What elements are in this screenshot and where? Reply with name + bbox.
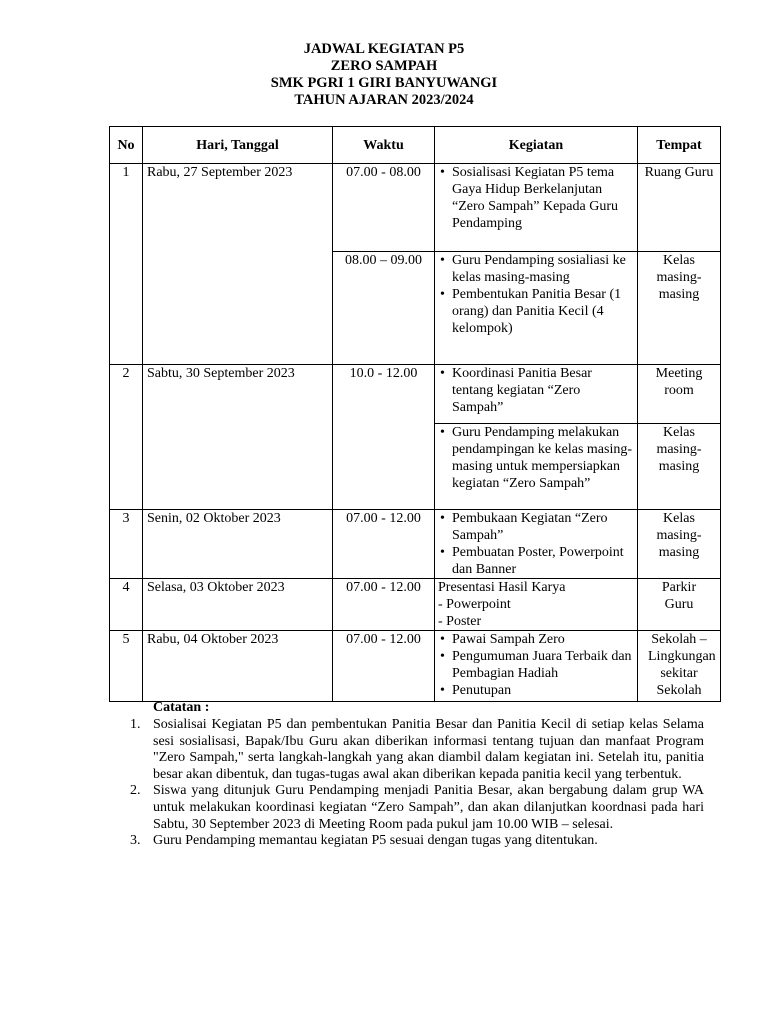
table-row: [110, 631, 721, 702]
row-number: 4: [110, 579, 143, 631]
row-time: 07.00 - 12.00: [333, 579, 435, 631]
notes-heading: Catatan :: [153, 700, 210, 715]
activity-line: - Powerpoint: [438, 597, 511, 612]
note-text: Guru Pendamping memantau kegiatan P5 sesuai dengan tugas yang ditentukan.: [153, 833, 598, 849]
col-header-no: No: [110, 127, 143, 164]
row-place: Kelas masing-masing: [638, 424, 721, 510]
row-number: 1: [110, 164, 143, 365]
row-time: 10.0 - 12.00: [333, 365, 435, 510]
doc-subtitle: ZERO SAMPAH: [330, 58, 438, 74]
row-activity: [435, 252, 638, 365]
activity-item: • Pawai Sampah Zero: [438, 631, 635, 648]
activity-line: - Poster: [438, 614, 482, 629]
row-activity: [435, 424, 638, 510]
note-number: 1.: [130, 717, 141, 732]
row-number: 3: [110, 510, 143, 579]
notes-list: [130, 717, 704, 850]
activity-item: • Pembukaan Kegiatan “Zero Sampah”: [438, 510, 635, 544]
row-activity: [435, 579, 638, 631]
activity-item: • Sosialisasi Kegiatan P5 tema Gaya Hidup Berkelanjutan “Zero Sampah” Kepada Guru Pendamping: [438, 164, 635, 232]
note-item: [130, 783, 704, 833]
row-number: 5: [110, 631, 143, 702]
doc-title: JADWAL KEGIATAN P5: [303, 41, 465, 57]
schedule-table: [109, 126, 721, 702]
school-name: SMK PGRI 1 GIRI BANYUWANGI: [270, 75, 498, 91]
col-header-date: Hari, Tanggal: [143, 127, 333, 164]
note-item: [130, 717, 704, 783]
col-header-activity: Kegiatan: [435, 127, 638, 164]
col-header-time: Waktu: [333, 127, 435, 164]
table-row: [110, 365, 721, 424]
activity-item: • Koordinasi Panitia Besar tentang kegiatan “Zero Sampah”: [438, 365, 635, 416]
note-number: 2.: [130, 783, 141, 799]
activity-line: Presentasi Hasil Karya: [438, 580, 566, 595]
row-date: Sabtu, 30 September 2023: [143, 365, 333, 510]
row-place: Kelas masing-masing: [638, 510, 721, 579]
activity-item: • Pengumuman Juara Terbaik dan Pembagian Hadiah: [438, 648, 635, 682]
row-place: Sekolah – Lingkungan sekitar Sekolah: [638, 631, 721, 702]
row-activity: [435, 164, 638, 252]
activity-item: • Pembuatan Poster, Powerpoint dan Banner: [438, 544, 635, 578]
row-date: Senin, 02 Oktober 2023: [143, 510, 333, 579]
row-time: 07.00 - 12.00: [333, 631, 435, 702]
row-place: Ruang Guru: [638, 164, 721, 252]
activity-item: • Guru Pendamping sosialiasi ke kelas masing-masing: [438, 252, 635, 286]
row-date: Rabu, 04 Oktober 2023: [143, 631, 333, 702]
row-time: 07.00 - 12.00: [333, 510, 435, 579]
table-row: [110, 164, 721, 252]
row-date: Selasa, 03 Oktober 2023: [143, 579, 333, 631]
table-row: [110, 510, 721, 579]
row-place: Kelas masing-masing: [638, 252, 721, 365]
row-place: Parkir Guru: [638, 579, 721, 631]
table-header-row: [110, 127, 721, 164]
row-place: Meeting room: [638, 365, 721, 424]
col-header-place: Tempat: [638, 127, 721, 164]
note-item: [130, 833, 704, 850]
activity-item: • Penutupan: [438, 682, 635, 699]
note-text: Sosialisai Kegiatan P5 dan pembentukan Panitia Besar dan Panitia Kecil di setiap kelas Selama sesi sosialisasi, Bapak/Ibu Guru akan diberikan informasi tentang tujuan dan manfaat Program "Zero Sampah," serta langkah-langkah yang akan diambil dalam kegiatan ini. Setelah itu, panitia besar akan dibentuk, dan tugas-tugas awal akan diberikan kepada panitia kecil yang terbentuk.: [153, 717, 704, 782]
row-time: 08.00 – 09.00: [333, 252, 435, 365]
row-number: 2: [110, 365, 143, 510]
row-activity: [435, 365, 638, 424]
academic-year: TAHUN AJARAN 2023/2024: [294, 92, 474, 108]
activity-item: • Guru Pendamping melakukan pendampingan ke kelas masing-masing untuk mempersiapkan kegiatan “Zero Sampah”: [438, 424, 635, 492]
note-text: Siswa yang ditunjuk Guru Pendamping menjadi Panitia Besar, akan bergabung dalam grup WA untuk melakukan koordinasi kegiatan “Zero Sampah”, dan akan dilanjutkan koordnasi pada hari Sabtu, 30 September 2023 di Meeting Room pada pukul jam 10.00 WIB – selesai.: [153, 783, 704, 832]
row-activity: [435, 631, 638, 702]
row-date: Rabu, 27 September 2023: [143, 164, 333, 365]
row-activity: [435, 510, 638, 579]
row-time: 07.00 - 08.00: [333, 164, 435, 252]
note-number: 3.: [130, 833, 141, 849]
activity-item: • Pembentukan Panitia Besar (1 orang) dan Panitia Kecil (4 kelompok): [438, 286, 635, 337]
table-row: [110, 579, 721, 631]
